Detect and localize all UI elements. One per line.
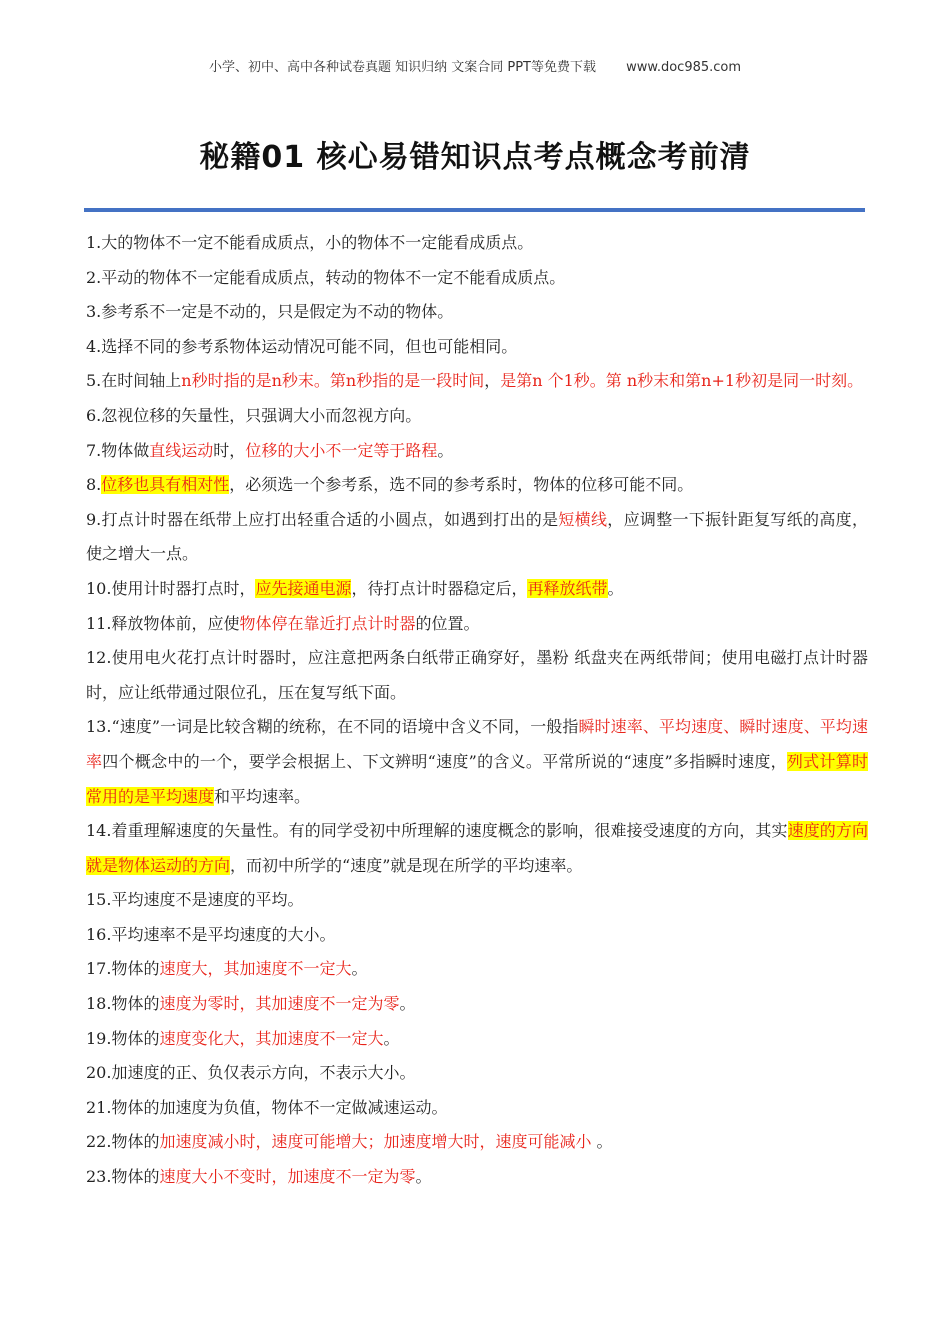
item-text: 18.物体的: [86, 994, 160, 1014]
item-text: 1.大的物体不一定不能看成质点，小的物体不一定能看成质点。: [86, 233, 534, 252]
item-text: 12.使用电火花打点计时器时，应注意把两条白纸带正确穿好，墨粉 纸盘夹在两纸带间；使用电磁打点计时器时，应让纸带通过限位孔，压在复写纸下面。: [86, 648, 868, 702]
knowledge-point-item: [86, 1125, 868, 1160]
item-text: 10.使用计时器打点时，: [86, 578, 256, 598]
knowledge-point-item: [86, 330, 868, 365]
emphasized-text: 再释放纸带: [527, 578, 608, 598]
knowledge-point-item: [86, 987, 868, 1022]
item-text: 22.物体的: [86, 1132, 160, 1152]
knowledge-point-item: [86, 226, 868, 261]
emphasized-text: 瞬时速率、平均速度、瞬时速度、平均速率: [86, 717, 868, 771]
item-text: 4.选择不同的参考系物体运动情况可能不同，但也可能相同。: [86, 336, 518, 356]
emphasized-text: 应先接通电源: [255, 578, 352, 598]
item-text: 21.物体的加速度为负值，物体不一定做减速运动。: [86, 1097, 448, 1117]
header-site-link[interactable]: www.doc985.com: [626, 60, 742, 75]
item-text: 17.物体的: [86, 959, 160, 979]
emphasized-text: 列式计算时常用的是平均速度: [86, 751, 868, 806]
item-text: 和平均速率。: [214, 786, 311, 806]
item-text: ，必须选一个参考系，选不同的参考系时，物体的位移可能不同。: [229, 475, 694, 495]
page-header: [0, 56, 950, 75]
header-tagline: 小学、初中、高中各种试卷真题 知识归纳 文案合同 PPT等免费下载: [208, 60, 596, 75]
knowledge-point-item: [86, 952, 868, 987]
emphasized-text: 速度大小不变时，加速度不一定为零: [159, 1167, 416, 1187]
emphasized-text: 速度的方向就是物体运动的方向: [86, 821, 868, 875]
item-text: 15.平均速度不是速度的平均。: [86, 890, 304, 910]
item-text: 13.“速度”一词是比较含糊的统称，在不同的语境中含义不同，一般指: [86, 717, 579, 737]
emphasized-text: 速度为零时，其加速度不一定为零: [159, 994, 400, 1014]
page-title: 秘籍01 核心易错知识点考点概念考前清: [199, 140, 751, 175]
knowledge-point-item: [86, 572, 868, 607]
knowledge-point-item: [86, 468, 868, 503]
knowledge-point-item: [86, 399, 868, 434]
item-text: 23.物体的: [86, 1167, 160, 1187]
item-text: 的位置。: [415, 613, 480, 633]
emphasized-text: 速度大，其加速度不一定大: [159, 959, 352, 979]
item-text: 9.打点计时器在纸带上应打出轻重合适的小圆点，如遇到打出的是: [86, 509, 559, 529]
knowledge-point-item: [86, 1056, 868, 1091]
knowledge-point-item: [86, 1160, 868, 1195]
item-text: 16.平均速率不是平均速度的大小。: [86, 924, 336, 944]
item-text: 时，: [213, 440, 246, 460]
item-text: 6.忽视位移的矢量性，只强调大小而忽视方向。: [86, 405, 422, 425]
item-text: 5.在时间轴上: [86, 371, 182, 391]
item-text: 。: [591, 1132, 613, 1152]
item-text: ，: [484, 371, 501, 391]
emphasized-text: 加速度减小时，速度可能增大；加速度增大时，速度可能减小: [159, 1132, 592, 1152]
item-text: 20.加速度的正、负仅表示方向，不表示大小。: [86, 1063, 416, 1083]
emphasized-text: n秒时指的是n秒末。第n秒指的是一段时间: [181, 371, 485, 391]
knowledge-point-item: [86, 364, 868, 399]
item-text: 19.物体的: [86, 1028, 160, 1048]
emphasized-text: 是第n 个1秒。第 n秒末和第n+1秒初是同一时刻。: [500, 371, 864, 391]
item-text: ，待打点计时器稳定后，: [351, 578, 528, 598]
emphasized-text: 位移也具有相对性: [101, 475, 230, 495]
emphasized-text: 速度变化大，其加速度不一定大: [159, 1028, 384, 1048]
item-text: 。: [415, 1167, 432, 1187]
item-text: 14.着重理解速度的矢量性。有的同学受初中所理解的速度概念的影响，很难接受速度的方向，其实: [86, 821, 788, 841]
emphasized-text: 短横线: [558, 509, 608, 529]
item-text: 。: [437, 440, 454, 460]
title-divider: [84, 208, 865, 212]
knowledge-point-item: [86, 641, 868, 710]
item-text: 。: [607, 578, 624, 598]
item-text: 7.物体做: [86, 440, 150, 460]
knowledge-point-list: [86, 226, 868, 1195]
item-text: 。: [351, 959, 368, 979]
knowledge-point-item: [86, 261, 868, 296]
item-text: 四个概念中的一个，要学会根据上、下文辨明“速度”的含义。平常所说的“速度”多指瞬时速度，: [102, 751, 787, 771]
emphasized-text: 直线运动: [149, 440, 214, 460]
item-text: 。: [383, 1028, 400, 1048]
knowledge-point-item: [86, 607, 868, 642]
knowledge-point-item: [86, 883, 868, 918]
item-text: 。: [399, 994, 416, 1014]
knowledge-point-item: [86, 503, 868, 572]
item-text: 8.: [86, 475, 102, 495]
knowledge-point-item: [86, 1091, 868, 1126]
item-text: ，应调整一下振针距复写纸的高度，使之增大一点。: [86, 509, 868, 564]
knowledge-point-item: [86, 434, 868, 469]
item-text: 3.参考系不一定是不动的，只是假定为不动的物体。: [86, 302, 454, 322]
emphasized-text: 物体停在靠近打点计时器: [239, 613, 416, 633]
knowledge-point-item: [86, 918, 868, 953]
knowledge-point-item: [86, 1022, 868, 1057]
knowledge-point-item: [86, 295, 868, 330]
knowledge-point-item: [86, 710, 868, 814]
item-text: 2.平动的物体不一定能看成质点，转动的物体不一定不能看成质点。: [86, 267, 566, 287]
item-text: 11.释放物体前，应使: [86, 613, 240, 633]
knowledge-point-item: [86, 814, 868, 883]
emphasized-text: 位移的大小不一定等于路程: [245, 440, 438, 460]
item-text: ，而初中所学的“速度”就是现在所学的平均速率。: [230, 855, 583, 875]
